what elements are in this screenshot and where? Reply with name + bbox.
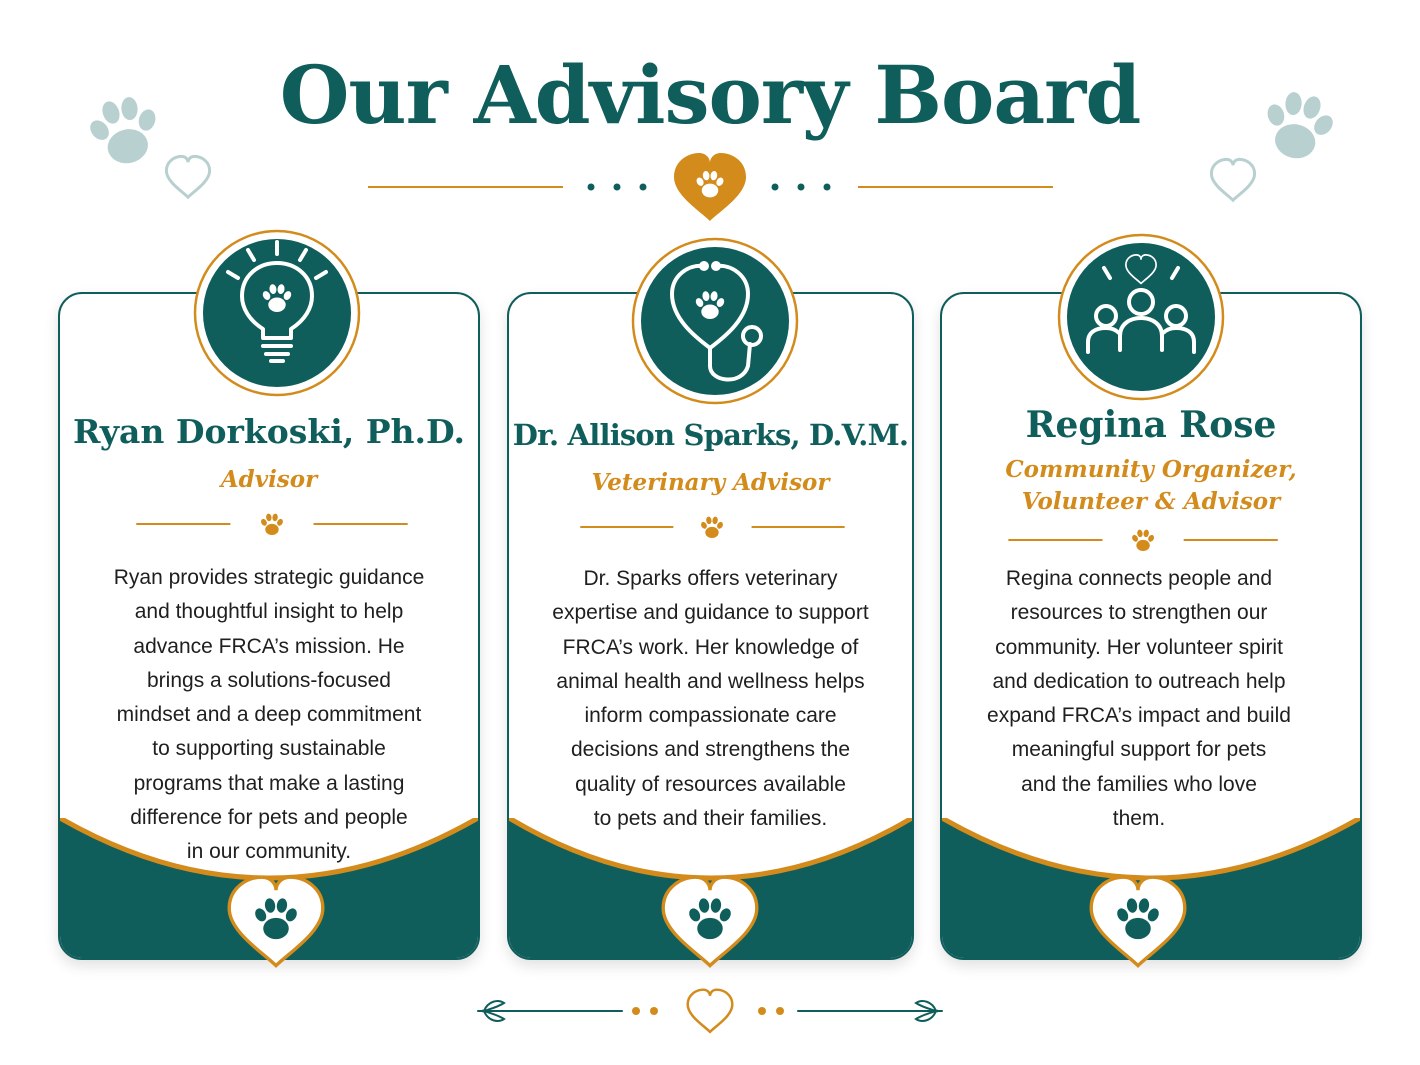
- name-divider: [509, 509, 912, 545]
- member-role: Veterinary Advisor: [591, 469, 830, 496]
- paw-heart-badge-icon: [1088, 874, 1188, 970]
- heart-outline-icon: [688, 990, 733, 1032]
- stethoscope-heart-icon: [630, 236, 800, 406]
- member-name: Regina Rose: [1025, 404, 1277, 446]
- member-bio: Dr. Sparks offers veterinary expertise and guidance to support FRCA’s work. Her knowledge of animal health and wellness helps inform compassionate care decisions and strengthens the quality of resources available to pets and their families.: [552, 567, 869, 831]
- member-role: Community Organizer, Volunteer & Advisor: [1005, 456, 1297, 515]
- name-divider: [942, 522, 1360, 558]
- name-divider: [60, 506, 478, 542]
- member-name: Ryan Dorkoski, Ph.D.: [73, 412, 465, 451]
- paw-heart-badge-icon: [226, 874, 326, 970]
- page-title: Our Advisory Board: [279, 48, 1141, 142]
- member-role: Advisor: [220, 466, 318, 493]
- paw-heart-badge-icon: [660, 874, 760, 970]
- lightbulb-paw-icon: [192, 228, 362, 398]
- paw-heart-icon: [674, 153, 746, 221]
- title-divider: [365, 150, 1055, 226]
- member-name: Dr. Allison Sparks, D.V.M.: [512, 418, 909, 452]
- footer-divider: [470, 985, 950, 1037]
- community-people-icon: [1056, 232, 1226, 402]
- member-bio: Regina connects people and resources to strengthen our community. Her volunteer spirit and dedication to outreach help expand FRCA’s impact and build meaningful support for pets and the families who love them.: [987, 567, 1291, 831]
- member-bio: Ryan provides strategic guidance and thoughtful insight to help advance FRCA’s mission. He brings a solutions-focused mindset and a deep commitment to supporting sustainable programs that make a lasting difference for pets and people in our community.: [113, 566, 425, 864]
